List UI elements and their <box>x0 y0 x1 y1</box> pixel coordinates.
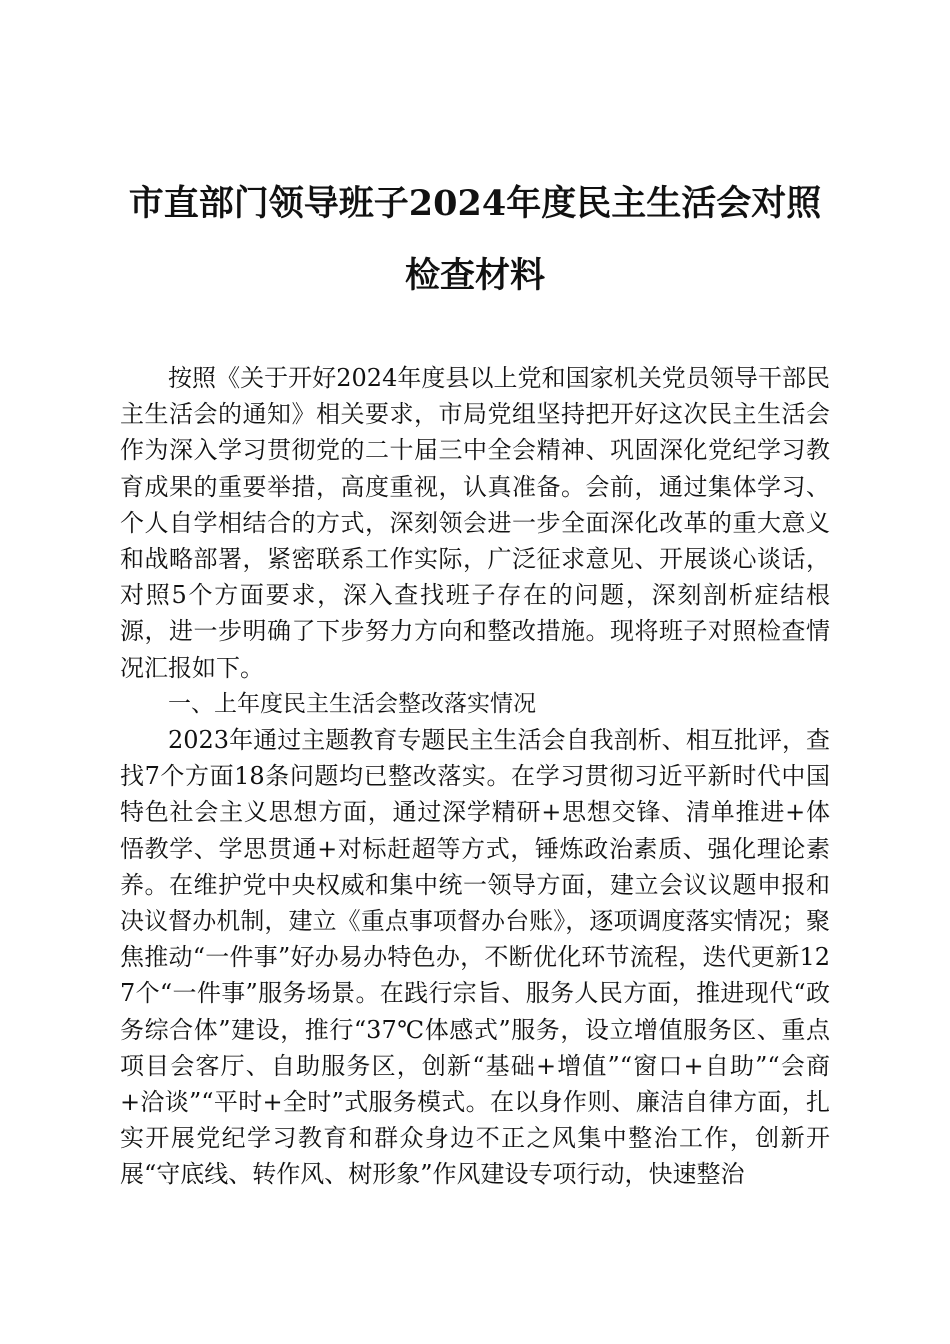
section-1-paragraph: 2023年通过主题教育专题民主生活会自我剖析、相互批评，查找7个方面18条问题均已整改落实。在学习贯彻习近平新时代中国特色社会主义思想方面，通过深学精研+思想交锋、清单推进+体悟教学、学思贯通+对标赶超等方式，锤炼政治素质、强化理论素养。在维护党中央权威和集中统一领导方面，建立会议议题申报和决议督办机制，建立《重点事项督办台账》，逐项调度落实情况；聚焦推动“一件事”好办易办特色办，不断优化环节流程，迭代更新127个“一件事”服务场景。在践行宗旨、服务人民方面，推进现代“政务综合体”建设，推行“37℃体感式”服务，设立增值服务区、重点项目会客厅、自助服务区，创新“基础+增值”“窗口+自助”“会商+洽谈”“平时+全时”式服务模式。在以身作则、廉洁自律方面，扎实开展党纪学习教育和群众身边不正之风集中整治工作，创新开展“守底线、转作风、树形象”作风建设专项行动，快速整治 <box>120 726 830 1189</box>
title-line-1: 市直部门领导班子2024年度民主生活会对照 <box>128 183 822 224</box>
intro-paragraph: 按照《关于开好2024年度县以上党和国家机关党员领导干部民主生活会的通知》相关要求，市局党组坚持把开好这次民主生活会作为深入学习贯彻党的二十届三中全会精神、巩固深化党纪学习教育成果的重要举措，高度重视，认真准备。会前，通过集体学习、个人自学相结合的方式，深刻领会进一步全面深化改革的重大意义和战略部署，紧密联系工作实际，广泛征求意见、开展谈心谈话，对照5个方面要求，深入查找班子存在的问题，深刻剖析症结根源，进一步明确了下步努力方向和整改措施。现将班子对照检查情况汇报如下。 <box>120 364 830 682</box>
section-heading-1: 一、上年度民主生活会整改落实情况 <box>168 690 536 717</box>
document-title <box>110 168 840 312</box>
document-body <box>120 360 830 1193</box>
title-line-2: 检查材料 <box>404 255 545 296</box>
